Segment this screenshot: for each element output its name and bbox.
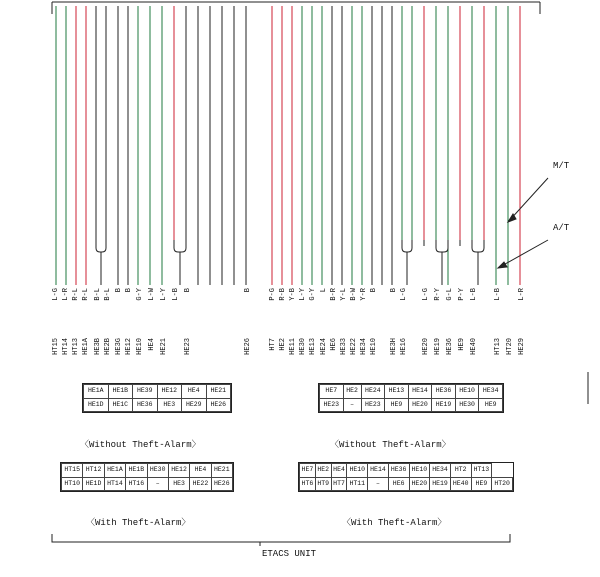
connector-cell[interactable]: HE1B <box>126 464 147 478</box>
pin-label: HE11 <box>289 338 297 355</box>
connector-cell[interactable]: HE3 <box>168 477 189 491</box>
wire-color-label: L-Y <box>160 288 168 301</box>
connector-cell[interactable]: HT11 <box>347 477 368 491</box>
connector-cell[interactable]: HE1D <box>83 477 104 491</box>
pin-label: HE26 <box>244 338 252 355</box>
pin-label: HT14 <box>62 338 70 355</box>
connector-cell[interactable]: HT12 <box>83 464 104 478</box>
wire-color-label: L-G <box>52 288 60 301</box>
connector-cell[interactable]: HT14 <box>104 477 125 491</box>
pin-label: HE16 <box>400 338 408 355</box>
connector-cell[interactable]: HE10 <box>409 464 430 478</box>
wire-color-label: B <box>125 288 133 293</box>
wire-color-label: L <box>320 288 328 293</box>
pin-label: HE1A <box>82 338 90 355</box>
connector-cell[interactable]: HE36 <box>133 398 158 412</box>
pin-label: HE12 <box>125 338 133 355</box>
etacs-unit-title: ETACS UNIT <box>262 549 317 559</box>
wire-color-label: Y-R <box>360 288 368 301</box>
pin-label: HE3G <box>115 338 123 355</box>
pin-label: HE20 <box>422 338 430 355</box>
pin-label: HE29 <box>518 338 526 355</box>
connector-right-with-theft-alarm[interactable] <box>298 462 514 492</box>
wire-color-label: R-L <box>72 288 80 301</box>
wire-color-label: L-W <box>148 288 156 301</box>
wire-color-label: L-B <box>494 288 502 301</box>
connector-cell[interactable]: – <box>343 398 361 412</box>
table-row <box>300 477 513 491</box>
table-row <box>320 385 503 399</box>
connector-cell[interactable]: HE14 <box>368 464 389 478</box>
table-row <box>84 398 231 412</box>
connector-cell[interactable]: HE34 <box>430 464 451 478</box>
connector-cell[interactable]: HT20 <box>492 477 513 491</box>
connector-cell[interactable]: HE34 <box>479 385 503 399</box>
wire-color-label: R-L <box>82 288 90 301</box>
wire-color-label: B-W <box>350 288 358 301</box>
connector-cell[interactable]: HE7 <box>320 385 344 399</box>
wire-color-label: B <box>390 288 398 293</box>
pin-label: HE21 <box>160 338 168 355</box>
pin-label: HE3B <box>94 338 102 355</box>
pin-label: HE13 <box>309 338 317 355</box>
wire-color-label: L-G <box>422 288 430 301</box>
connector-cell[interactable]: HE39 <box>133 385 158 399</box>
pin-label: HE6 <box>330 338 338 351</box>
wire-color-label: Y-L <box>340 288 348 301</box>
wire-color-label: L-G <box>400 288 408 301</box>
table-row <box>84 385 231 399</box>
connector-cell[interactable]: HE4 <box>190 464 211 478</box>
connector-cell[interactable]: HE20 <box>409 477 430 491</box>
caption-right-with-theft-alarm: 〈With Theft-Alarm〉 <box>342 518 447 528</box>
caption-right-without-theft-alarm: 〈Without Theft-Alarm〉 <box>330 440 451 450</box>
table-row <box>320 398 503 412</box>
connector-cell[interactable]: HE19 <box>430 477 451 491</box>
connector-cell[interactable]: HE6 <box>388 477 409 491</box>
connector-cell[interactable]: HE23 <box>320 398 344 412</box>
connector-cell[interactable]: HE21 <box>206 385 231 399</box>
wire-color-label: G-Y <box>136 288 144 301</box>
connector-cell[interactable]: HE23 <box>361 398 385 412</box>
caption-left-with-theft-alarm: 〈With Theft-Alarm〉 <box>86 518 191 528</box>
connector-cell[interactable]: HE10 <box>455 385 479 399</box>
pin-label: HE24 <box>320 338 328 355</box>
connector-right-without-theft-alarm[interactable] <box>318 383 504 413</box>
at-label: A/T <box>553 223 570 233</box>
pin-label: HE19 <box>434 338 442 355</box>
mt-label: M/T <box>553 161 570 171</box>
connector-left-without-theft-alarm[interactable] <box>82 383 232 413</box>
connector-cell[interactable]: HT16 <box>126 477 147 491</box>
connector-cell[interactable]: HE4 <box>331 464 347 478</box>
connector-cell[interactable]: HE1A <box>84 385 109 399</box>
pin-label: HE10 <box>136 338 144 355</box>
wire-color-label: B-L <box>94 288 102 301</box>
wire-color-label: B <box>115 288 123 293</box>
pin-label: HE23 <box>184 338 192 355</box>
connector-cell[interactable]: HE12 <box>168 464 189 478</box>
pin-label: HT13 <box>494 338 502 355</box>
table-row <box>62 477 233 491</box>
connector-cell[interactable]: HT13 <box>471 464 492 478</box>
connector-cell[interactable]: HE1D <box>84 398 109 412</box>
connector-cell[interactable]: HE36 <box>432 385 456 399</box>
connector-cell[interactable]: HE1C <box>108 398 133 412</box>
wire-color-label: B <box>244 288 252 293</box>
connector-cell[interactable]: HE10 <box>347 464 368 478</box>
wire-color-label: L-R <box>62 288 70 301</box>
connector-cell[interactable]: HE29 <box>182 398 207 412</box>
pin-label: HE9 <box>458 338 466 351</box>
wire-color-label: L-R <box>518 288 526 301</box>
pin-label: HE30 <box>299 338 307 355</box>
connector-cell[interactable]: HE26 <box>206 398 231 412</box>
pin-label: HT15 <box>52 338 60 355</box>
pin-label: HE4 <box>148 338 156 351</box>
wire-color-label: B <box>370 288 378 293</box>
pin-label: HE2 <box>279 338 287 351</box>
wire-color-label: L-B <box>470 288 478 301</box>
wire-color-label: R-Y <box>434 288 442 301</box>
pin-label: HE10 <box>370 338 378 355</box>
connector-cell[interactable]: HT9 <box>315 477 331 491</box>
table-row <box>62 464 233 478</box>
connector-cell[interactable]: – <box>368 477 389 491</box>
connector-cell[interactable]: HE9 <box>471 477 492 491</box>
connector-cell[interactable]: HE1A <box>104 464 125 478</box>
wire-color-label: L-B <box>172 288 180 301</box>
connector-cell[interactable]: HE1B <box>108 385 133 399</box>
connector-cell[interactable]: HE2 <box>343 385 361 399</box>
connector-cell[interactable]: – <box>147 477 168 491</box>
pin-label: HT7 <box>269 338 277 351</box>
wire-color-label: G-L <box>446 288 454 301</box>
pin-label: HE3H <box>390 338 398 355</box>
wire-color-label: L-Y <box>299 288 307 301</box>
connector-cell[interactable]: HE14 <box>408 385 432 399</box>
connector-cell[interactable]: HT15 <box>62 464 83 478</box>
connector-cell[interactable]: HE26 <box>211 477 232 491</box>
connector-cell[interactable]: HE19 <box>432 398 456 412</box>
connector-cell[interactable]: HE40 <box>450 477 471 491</box>
connector-cell[interactable]: HE21 <box>211 464 232 478</box>
connector-cell[interactable]: HT7 <box>331 477 347 491</box>
connector-cell[interactable]: HE20 <box>408 398 432 412</box>
connector-left-with-theft-alarm[interactable] <box>60 462 234 492</box>
connector-cell[interactable]: HE9 <box>385 398 409 412</box>
connector-cell[interactable]: HE9 <box>479 398 503 412</box>
pin-label: HE40 <box>470 338 478 355</box>
pin-label: HE34 <box>360 338 368 355</box>
connector-cell[interactable]: HE24 <box>361 385 385 399</box>
connector-cell[interactable]: HE13 <box>385 385 409 399</box>
connector-cell[interactable]: HE30 <box>455 398 479 412</box>
pin-label: HE22 <box>350 338 358 355</box>
connector-cell[interactable]: HE7 <box>300 464 316 478</box>
pin-label: HE33 <box>340 338 348 355</box>
wire-color-label: G-Y <box>309 288 317 301</box>
connector-cell[interactable]: HE12 <box>157 385 182 399</box>
connector-cell[interactable]: HE4 <box>182 385 207 399</box>
caption-left-without-theft-alarm: 〈Without Theft-Alarm〉 <box>80 440 201 450</box>
wire-color-label: P-Y <box>458 288 466 301</box>
connector-cell[interactable]: HT6 <box>300 477 316 491</box>
wire-color-label: Y-B <box>289 288 297 301</box>
connector-cell[interactable]: HE3 <box>157 398 182 412</box>
wire-color-label: R-B <box>279 288 287 301</box>
connector-cell[interactable]: HT2 <box>450 464 471 478</box>
wire-color-label: B-L <box>104 288 112 301</box>
wire-color-label: B <box>184 288 192 293</box>
connector-cell[interactable]: HE36 <box>388 464 409 478</box>
connector-cell[interactable]: HT10 <box>62 477 83 491</box>
connector-cell[interactable]: HE30 <box>147 464 168 478</box>
connector-cell[interactable]: HE2 <box>315 464 331 478</box>
connector-cell[interactable]: HE22 <box>190 477 211 491</box>
table-row <box>300 464 513 478</box>
pin-label: HT20 <box>506 338 514 355</box>
pin-label: HE36 <box>446 338 454 355</box>
wire-color-label: P-G <box>269 288 277 301</box>
pin-label: HT13 <box>72 338 80 355</box>
pin-label: HE2B <box>104 338 112 355</box>
wire-color-label: B-R <box>330 288 338 301</box>
